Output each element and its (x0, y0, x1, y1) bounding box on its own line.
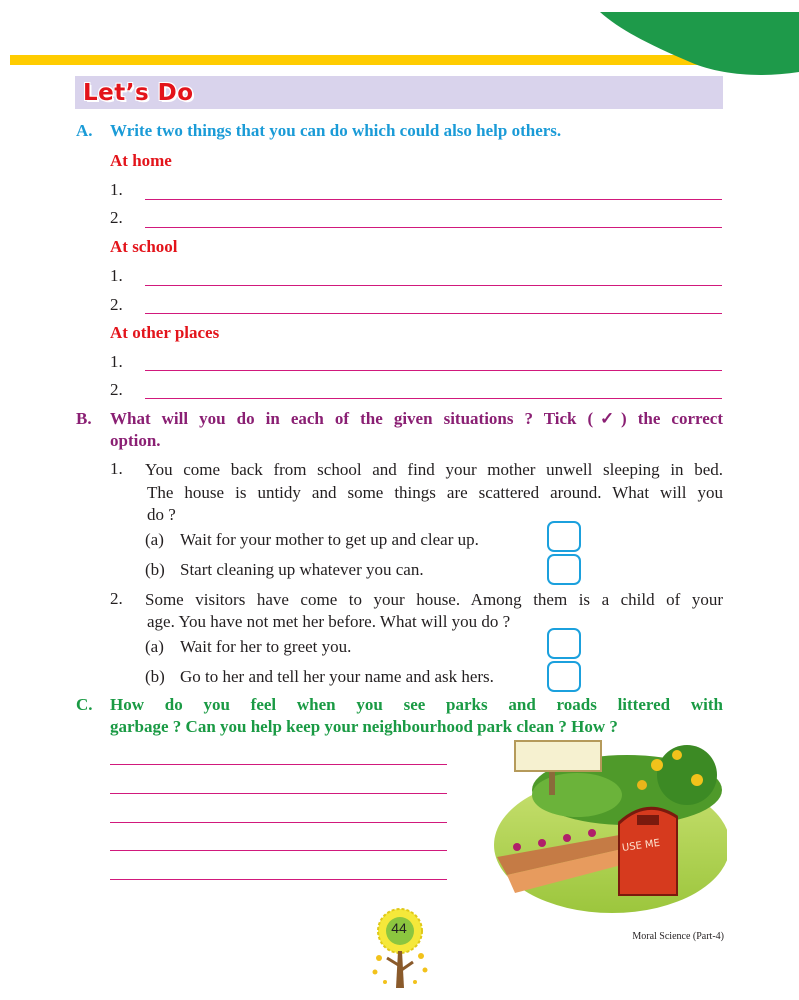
group-label-school: At school (110, 237, 178, 256)
q1-text-line2: The house is untidy and some things are scattered around. What will you (147, 483, 723, 502)
answer-number: 1. (110, 180, 123, 199)
answer-line[interactable] (145, 199, 722, 200)
q1-option-b: Start cleaning up whatever you can. (180, 560, 424, 579)
option-letter: (a) (145, 637, 164, 656)
answer-line[interactable] (145, 285, 722, 286)
section-a-question: Write two things that you can do which could also help others. (110, 121, 562, 140)
q2-option-b: Go to her and tell her your name and ask hers. (180, 667, 494, 686)
option-letter: (b) (145, 667, 165, 686)
answer-line[interactable] (110, 822, 447, 823)
q2-text-line1: Some visitors have come to your house. Among them is a child of your (145, 590, 723, 609)
group-label-other: At other places (110, 323, 220, 342)
section-b-question-line2: option. (110, 431, 161, 450)
q2-option-a: Wait for her to greet you. (180, 637, 352, 656)
section-c-question-line1: How do you feel when you see parks and roads littered with (110, 695, 723, 714)
tick-box-q1-a[interactable] (547, 521, 581, 552)
answer-number: 1. (110, 352, 123, 371)
answer-number: 2. (110, 295, 123, 314)
section-b-letter: B. (76, 409, 92, 428)
tick-box-q2-a[interactable] (547, 628, 581, 659)
answer-number: 2. (110, 208, 123, 227)
tick-box-q1-b[interactable] (547, 554, 581, 585)
option-letter: (a) (145, 530, 164, 549)
q1-option-a: Wait for your mother to get up and clear up. (180, 530, 479, 549)
answer-line[interactable] (110, 850, 447, 851)
section-a-letter: A. (76, 121, 93, 140)
section-c-letter: C. (76, 695, 93, 714)
page-title: Let’s Do (83, 80, 194, 106)
answer-line[interactable] (145, 398, 722, 399)
answer-number: 1. (110, 266, 123, 285)
tick-box-q2-b[interactable] (547, 661, 581, 692)
answer-line[interactable] (110, 879, 447, 880)
book-title-footer: Moral Science (Part-4) (632, 931, 724, 942)
section-c-question-line2: garbage ? Can you help keep your neighbourhood park clean ? How ? (110, 717, 618, 736)
section-b-question-line1: What will you do in each of the given situations ? Tick (✓) the correct (110, 409, 723, 428)
answer-line[interactable] (145, 313, 722, 314)
question-number: 1. (110, 459, 123, 478)
answer-line[interactable] (110, 764, 447, 765)
answer-line[interactable] (145, 370, 722, 371)
question-number: 2. (110, 589, 123, 608)
answer-line[interactable] (145, 227, 722, 228)
page-number: 44 (391, 920, 407, 936)
option-letter: (b) (145, 560, 165, 579)
answer-number: 2. (110, 380, 123, 399)
group-label-home: At home (110, 151, 172, 170)
q2-text-line2: age. You have not met her before. What will you do ? (147, 612, 511, 631)
answer-line[interactable] (110, 793, 447, 794)
q1-text-line3: do ? (147, 505, 176, 524)
park-dustbin-illustration (487, 735, 727, 915)
dustbin-label: USE ME (621, 837, 661, 855)
q1-text-line1: You come back from school and find your mother unwell sleeping in bed. (145, 460, 723, 479)
